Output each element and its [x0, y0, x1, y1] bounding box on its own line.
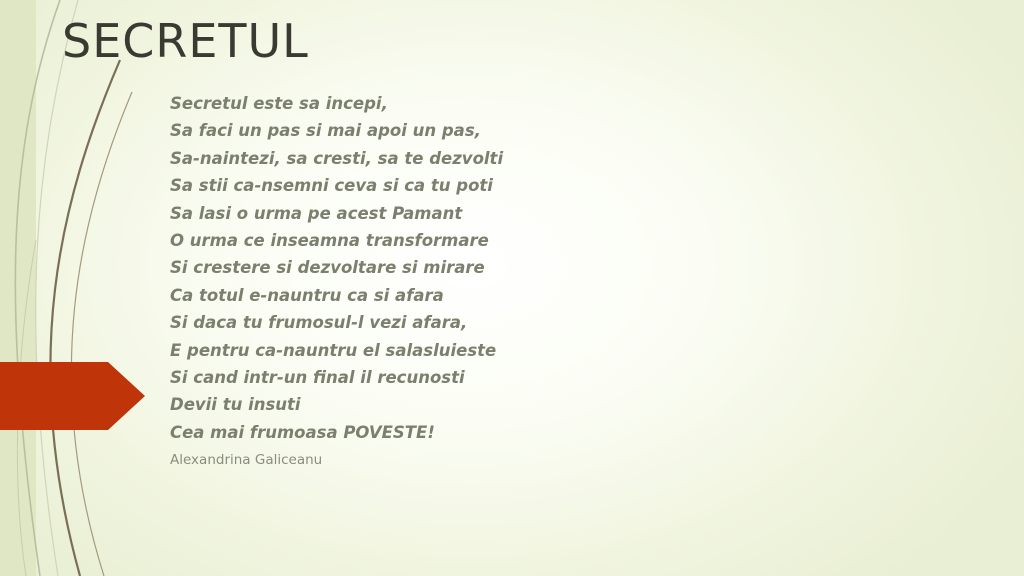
- poem-author: Alexandrina Galiceanu: [170, 452, 323, 469]
- poem-line: Secretul este sa incepi,: [170, 94, 388, 113]
- poem-line: Si daca tu frumosul-l vezi afara,: [170, 313, 468, 333]
- left-color-band: [0, 0, 36, 576]
- poem-line: Sa-naintezi, sa cresti, sa te dezvolti: [170, 148, 504, 168]
- poem-line: Sa faci un pas si mai apoi un pas,: [170, 121, 481, 141]
- poem-line: O urma ce inseamna transformare: [170, 231, 489, 251]
- poem-line: Ca totul e-nauntru ca si afara: [170, 285, 444, 305]
- page-title: SECRETUL: [62, 14, 309, 68]
- poem-line: Sa stii ca-nsemni ceva si ca tu poti: [170, 176, 493, 196]
- poem-line: Sa lasi o urma pe acest Pamant: [170, 203, 463, 223]
- poem-line: Si crestere si dezvoltare si mirare: [170, 258, 485, 278]
- poem-line: Cea mai frumoasa POVESTE!: [170, 422, 435, 442]
- red-arrow-accent: [0, 362, 145, 430]
- poem-line: Devii tu insuti: [170, 395, 301, 415]
- poem-line: Si cand intr-un final il recunosti: [170, 368, 465, 388]
- poem-line: E pentru ca-nauntru el salasluieste: [170, 340, 497, 360]
- poem-body: [170, 90, 810, 468]
